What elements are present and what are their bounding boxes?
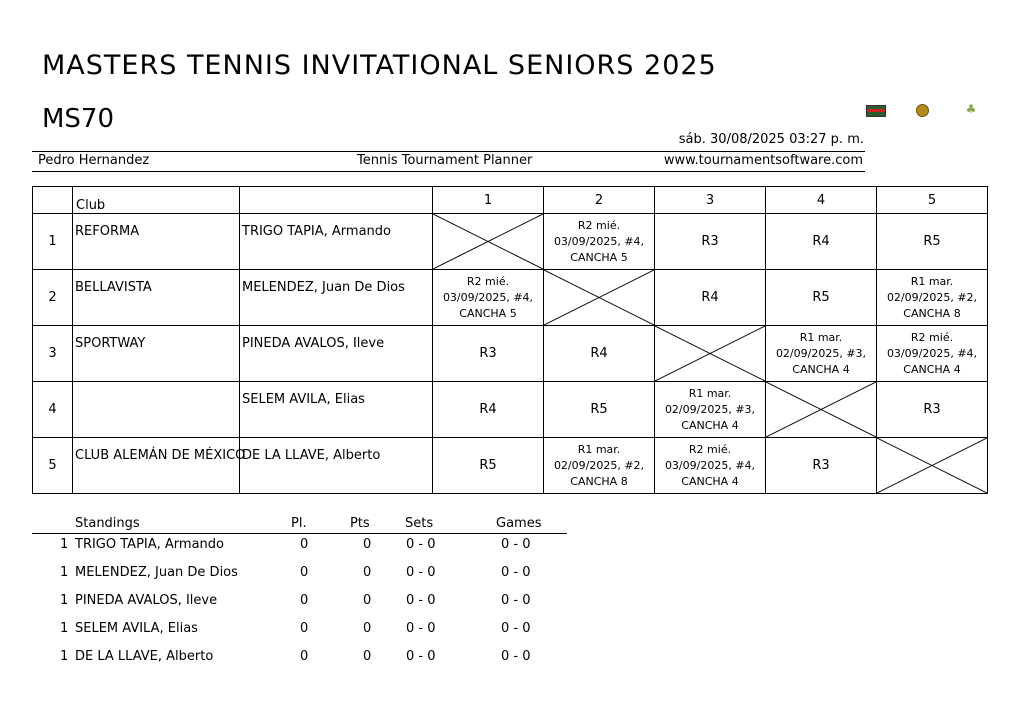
col-number: 5 (877, 187, 988, 214)
played-header: Pl. (291, 516, 307, 531)
cross-mark-icon (544, 270, 654, 325)
match-cell[interactable] (433, 438, 544, 494)
self-match-cell (544, 270, 655, 326)
cross-mark-icon (433, 214, 543, 269)
self-match-cell (655, 326, 766, 382)
standing-sets: 0 - 0 (406, 565, 436, 580)
match-info: R4 (812, 234, 830, 249)
info-row (32, 153, 865, 171)
match-cell[interactable] (766, 270, 877, 326)
match-info: R5 (923, 234, 941, 249)
match-cell[interactable] (544, 438, 655, 494)
standing-played: 0 (300, 649, 309, 664)
standing-games: 0 - 0 (501, 565, 531, 580)
logo-tree-icon: ♣ (965, 102, 977, 116)
col-number: 3 (655, 187, 766, 214)
website-link[interactable]: www.tournamentsoftware.com (663, 153, 863, 168)
club-name: CLUB ALEMÁN DE MÉXICO (75, 448, 246, 463)
tournament-title: MASTERS TENNIS INVITATIONAL SENIORS 2025 (42, 50, 717, 81)
standing-sets: 0 - 0 (406, 621, 436, 636)
print-datetime: sáb. 30/08/2025 03:27 p. m. (678, 132, 864, 147)
match-cell[interactable] (544, 382, 655, 438)
standings-row (32, 621, 592, 639)
match-info: R4 (590, 346, 608, 361)
player-name: MELENDEZ, Juan De Dios (242, 280, 405, 295)
match-info: R2 mié. 03/09/2025, #4, CANCHA 5 (442, 274, 534, 320)
match-info: R1 mar. 02/09/2025, #2, CANCHA 8 (886, 274, 978, 320)
standing-rank: 1 (60, 593, 69, 608)
draw-category: MS70 (42, 104, 115, 134)
cross-mark-icon (877, 438, 987, 493)
player-name: TRIGO TAPIA, Armando (242, 224, 391, 239)
standing-played: 0 (300, 565, 309, 580)
match-info: R2 mié. 03/09/2025, #4, CANCHA 4 (886, 330, 978, 376)
match-info: R3 (812, 458, 830, 473)
draw-row (33, 326, 988, 382)
standings-row (32, 593, 592, 611)
match-info: R5 (479, 458, 497, 473)
standing-played: 0 (300, 537, 309, 552)
club-name: SPORTWAY (75, 336, 146, 351)
match-cell[interactable] (766, 214, 877, 270)
self-match-cell (877, 438, 988, 494)
seed-number: 3 (33, 326, 73, 382)
sets-header: Sets (405, 516, 434, 531)
standing-player-name: TRIGO TAPIA, Armando (75, 537, 224, 552)
draw-row (33, 438, 988, 494)
standing-rank: 1 (60, 565, 69, 580)
standing-player-name: MELENDEZ, Juan De Dios (75, 565, 238, 580)
match-info: R3 (701, 234, 719, 249)
player-name: PINEDA AVALOS, Ileve (242, 336, 385, 351)
match-info: R4 (479, 402, 497, 417)
seed-number: 2 (33, 270, 73, 326)
match-cell[interactable] (766, 326, 877, 382)
match-cell[interactable] (655, 438, 766, 494)
club-name: BELLAVISTA (75, 280, 152, 295)
match-cell[interactable] (877, 382, 988, 438)
standing-sets: 0 - 0 (406, 649, 436, 664)
standings-row (32, 649, 592, 667)
sponsor-logos (862, 100, 982, 120)
seed-number: 5 (33, 438, 73, 494)
standing-games: 0 - 0 (501, 649, 531, 664)
match-cell[interactable] (877, 270, 988, 326)
cross-mark-icon (766, 382, 876, 437)
draw-row (33, 214, 988, 270)
draw-row (33, 382, 988, 438)
standing-played: 0 (300, 593, 309, 608)
standing-points: 0 (363, 621, 372, 636)
games-header: Games (496, 516, 542, 531)
match-cell[interactable] (655, 270, 766, 326)
logo-medallion-icon (916, 104, 929, 117)
match-info: R2 mié. 03/09/2025, #4, CANCHA 5 (553, 218, 645, 264)
match-cell[interactable] (433, 382, 544, 438)
standing-player-name: DE LA LLAVE, Alberto (75, 649, 214, 664)
standing-rank: 1 (60, 649, 69, 664)
seed-number: 1 (33, 214, 73, 270)
match-cell[interactable] (877, 214, 988, 270)
match-cell[interactable] (433, 270, 544, 326)
standing-games: 0 - 0 (501, 537, 531, 552)
divider (32, 151, 865, 152)
divider (32, 171, 865, 172)
match-cell[interactable] (877, 326, 988, 382)
self-match-cell (766, 382, 877, 438)
standing-sets: 0 - 0 (406, 593, 436, 608)
match-info: R1 mar. 02/09/2025, #2, CANCHA 8 (553, 442, 645, 488)
match-cell[interactable] (655, 382, 766, 438)
standing-points: 0 (363, 649, 372, 664)
divider (32, 533, 567, 534)
match-cell[interactable] (655, 214, 766, 270)
match-info: R5 (590, 402, 608, 417)
standings-header: Standings (75, 516, 140, 531)
organizer-name: Pedro Hernandez (38, 153, 150, 168)
draw-header-row (33, 187, 988, 214)
match-info: R1 mar. 02/09/2025, #3, CANCHA 4 (664, 386, 756, 432)
match-cell[interactable] (544, 326, 655, 382)
seed-number: 4 (33, 382, 73, 438)
round-robin-draw (32, 186, 988, 494)
standing-player-name: SELEM AVILA, Elias (75, 621, 198, 636)
match-cell[interactable] (766, 438, 877, 494)
standing-player-name: PINEDA AVALOS, Ileve (75, 593, 218, 608)
match-info: R3 (923, 402, 941, 417)
standings-row (32, 565, 592, 583)
match-info: R1 mar. 02/09/2025, #3, CANCHA 4 (775, 330, 867, 376)
match-info: R5 (812, 290, 830, 305)
logo-badge-icon (866, 105, 886, 117)
col-number: 1 (433, 187, 544, 214)
match-info: R4 (701, 290, 719, 305)
col-number: 4 (766, 187, 877, 214)
col-number: 2 (544, 187, 655, 214)
draw-row (33, 270, 988, 326)
points-header: Pts (350, 516, 370, 531)
club-name: REFORMA (75, 224, 140, 239)
player-name: SELEM AVILA, Elias (242, 392, 365, 407)
standing-sets: 0 - 0 (406, 537, 436, 552)
standing-games: 0 - 0 (501, 593, 531, 608)
standing-points: 0 (363, 593, 372, 608)
match-info: R3 (479, 346, 497, 361)
cross-mark-icon (655, 326, 765, 381)
standing-played: 0 (300, 621, 309, 636)
player-name: DE LA LLAVE, Alberto (242, 448, 381, 463)
standing-points: 0 (363, 565, 372, 580)
match-cell[interactable] (433, 326, 544, 382)
match-info: R2 mié. 03/09/2025, #4, CANCHA 4 (664, 442, 756, 488)
tool-name: Tennis Tournament Planner (357, 153, 533, 168)
match-cell[interactable] (544, 214, 655, 270)
standing-rank: 1 (60, 621, 69, 636)
standing-points: 0 (363, 537, 372, 552)
club-header: Club (76, 198, 106, 213)
standings-row (32, 537, 592, 555)
standing-games: 0 - 0 (501, 621, 531, 636)
self-match-cell (433, 214, 544, 270)
standing-rank: 1 (60, 537, 69, 552)
